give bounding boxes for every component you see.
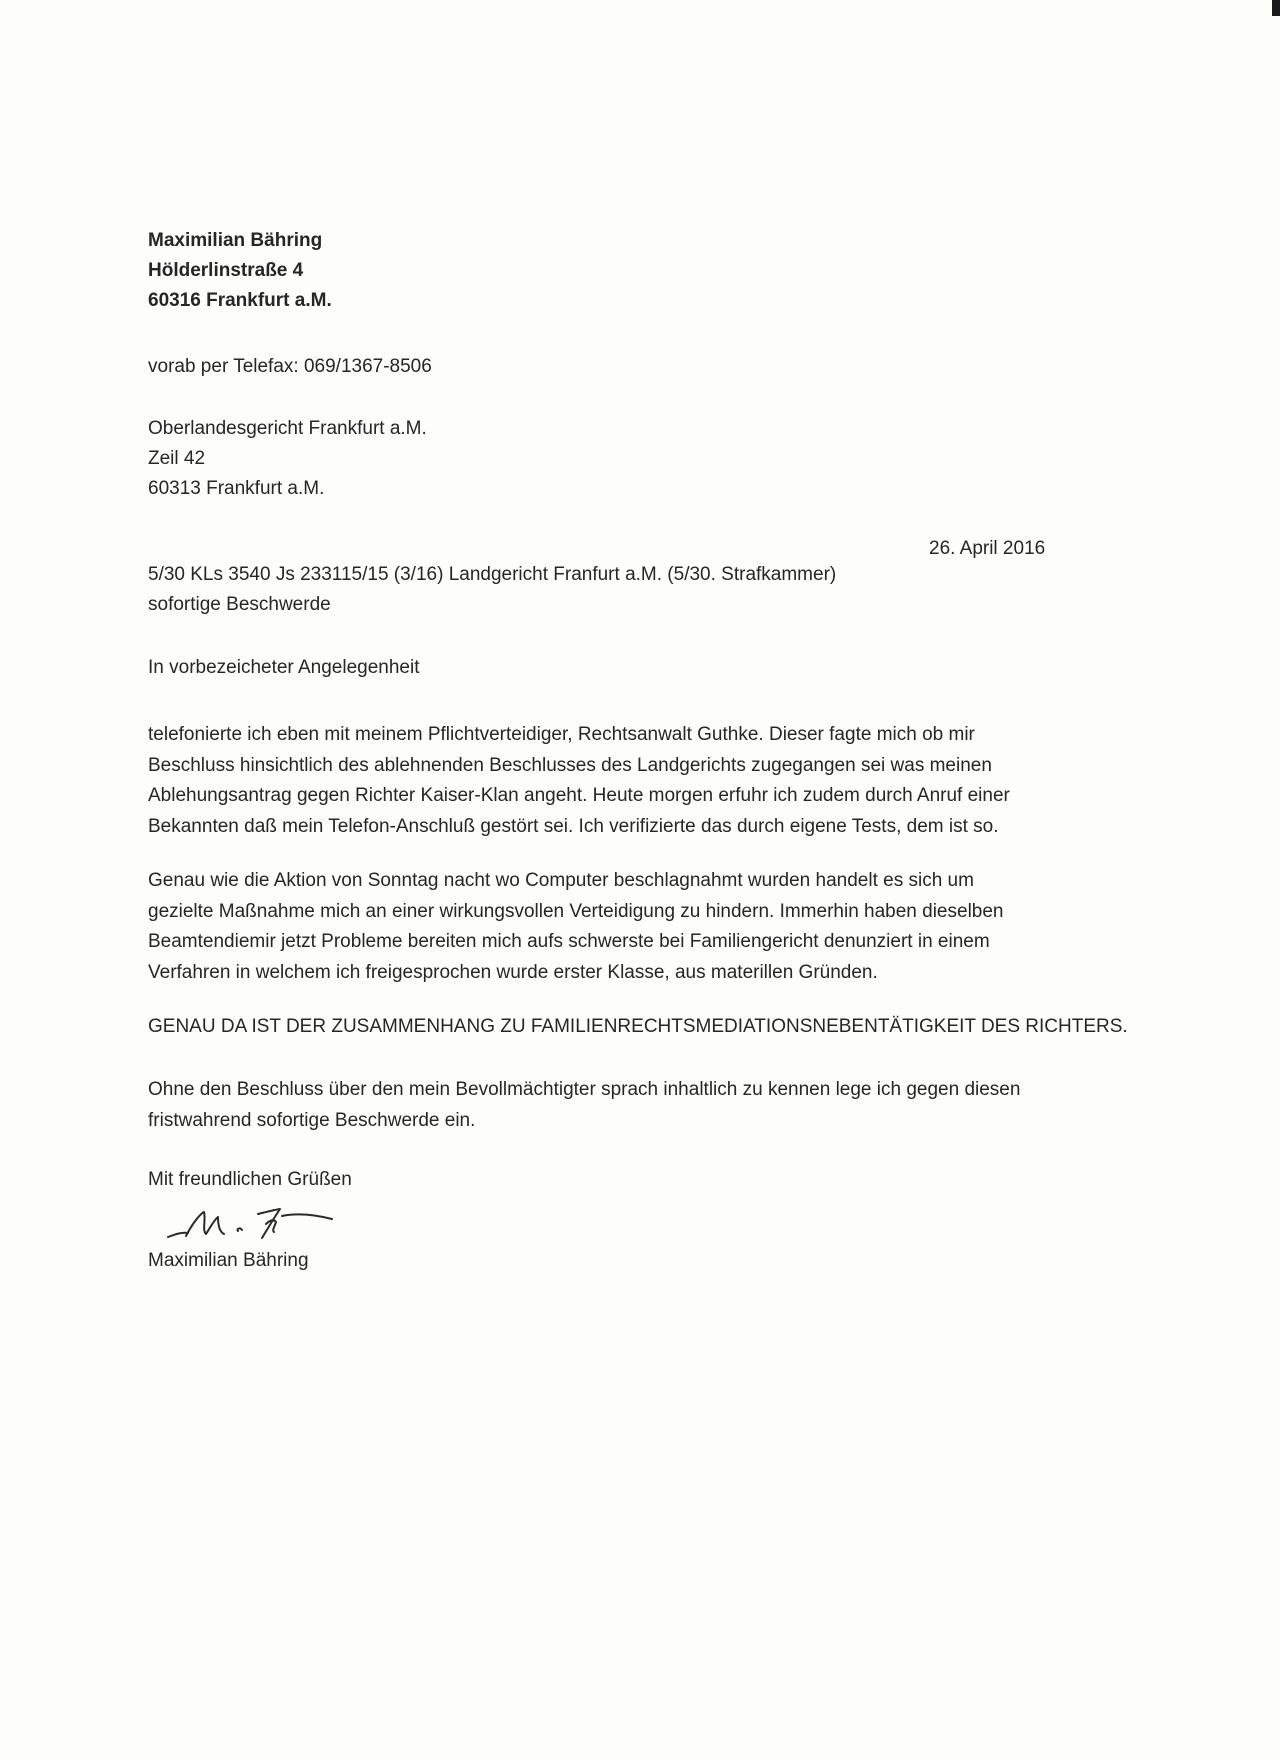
sender-name: Maximilian Bähring (148, 230, 323, 251)
handwritten-signature (162, 1200, 352, 1250)
recipient-street: Zeil 42 (148, 448, 206, 469)
signature-name: Maximilian Bähring (148, 1250, 309, 1271)
body-paragraph-4 (148, 1075, 1020, 1136)
salutation: In vorbezeicheter Angelegenheit (148, 657, 420, 678)
paragraph-line: telefonierte ich eben mit meinem Pflichtverteidiger, Rechtsanwalt Guthke. Dieser fagte mich ob mir (148, 724, 975, 745)
paragraph-line: Beschluss hinsichtlich des ablehnenden Beschlusses des Landgerichts zugegangen sei was meinen (148, 754, 992, 776)
paragraph-line: Verfahren in welchem ich freigesprochen wurde erster Klasse, aus materillen Gründen. (148, 961, 878, 983)
paragraph-line: Genau wie die Aktion von Sonntag nacht wo Computer beschlagnahmt wurden handelt es sich um (148, 870, 974, 891)
paragraph-line: GENAU DA IST DER ZUSAMMENHANG ZU FAMILIENRECHTSMEDIATIONSNEBENTÄTIGKEIT DES RICHTERS. (148, 1016, 1128, 1037)
reference-case-number: 5/30 KLs 3540 Js 233115/15 (3/16) Landgericht Franfurt a.M. (5/30. Strafkammer) (148, 564, 837, 585)
body-paragraph-3 (148, 1012, 1128, 1043)
sender-street: Hölderlinstraße 4 (148, 260, 304, 281)
sender-address (148, 226, 332, 316)
paragraph-line: Bekannten daß mein Telefon-Anschluß gestört sei. Ich verifizierte das durch eigene Tests, dem ist so. (148, 815, 999, 837)
paragraph-line: gezielte Maßnahme mich an einer wirkungsvollen Verteidigung zu hindern. Immerhin haben dieselben (148, 900, 1004, 922)
body-paragraph-2 (148, 866, 1004, 988)
reference-block (148, 560, 836, 620)
paragraph-line: fristwahrend sofortige Beschwerde ein. (148, 1109, 476, 1131)
recipient-city: 60313 Frankfurt a.M. (148, 478, 325, 499)
recipient-name: Oberlandesgericht Frankfurt a.M. (148, 418, 427, 439)
paragraph-line: Ohne den Beschluss über den mein Bevollmächtigter sprach inhaltlich zu kennen lege ich gegen diesen (148, 1079, 1021, 1100)
fax-note: vorab per Telefax: 069/1367-8506 (148, 356, 432, 377)
paragraph-line: Beamtendiemir jetzt Probleme bereiten mich aufs schwerste bei Familiengericht denunziert in einem (148, 931, 990, 952)
reference-subject: sofortige Beschwerde (148, 594, 331, 615)
sender-city: 60316 Frankfurt a.M. (148, 290, 332, 311)
body-paragraph-1 (148, 720, 1010, 842)
paragraph-line: Ablehungsantrag gegen Richter Kaiser-Klan angeht. Heute morgen erfuhr ich zudem durch Anruf einer (148, 785, 1010, 806)
closing-phrase: Mit freundlichen Grüßen (148, 1169, 352, 1190)
letter-date: 26. April 2016 (929, 538, 1046, 559)
scan-edge-mark (1272, 0, 1280, 16)
recipient-address (148, 414, 427, 504)
